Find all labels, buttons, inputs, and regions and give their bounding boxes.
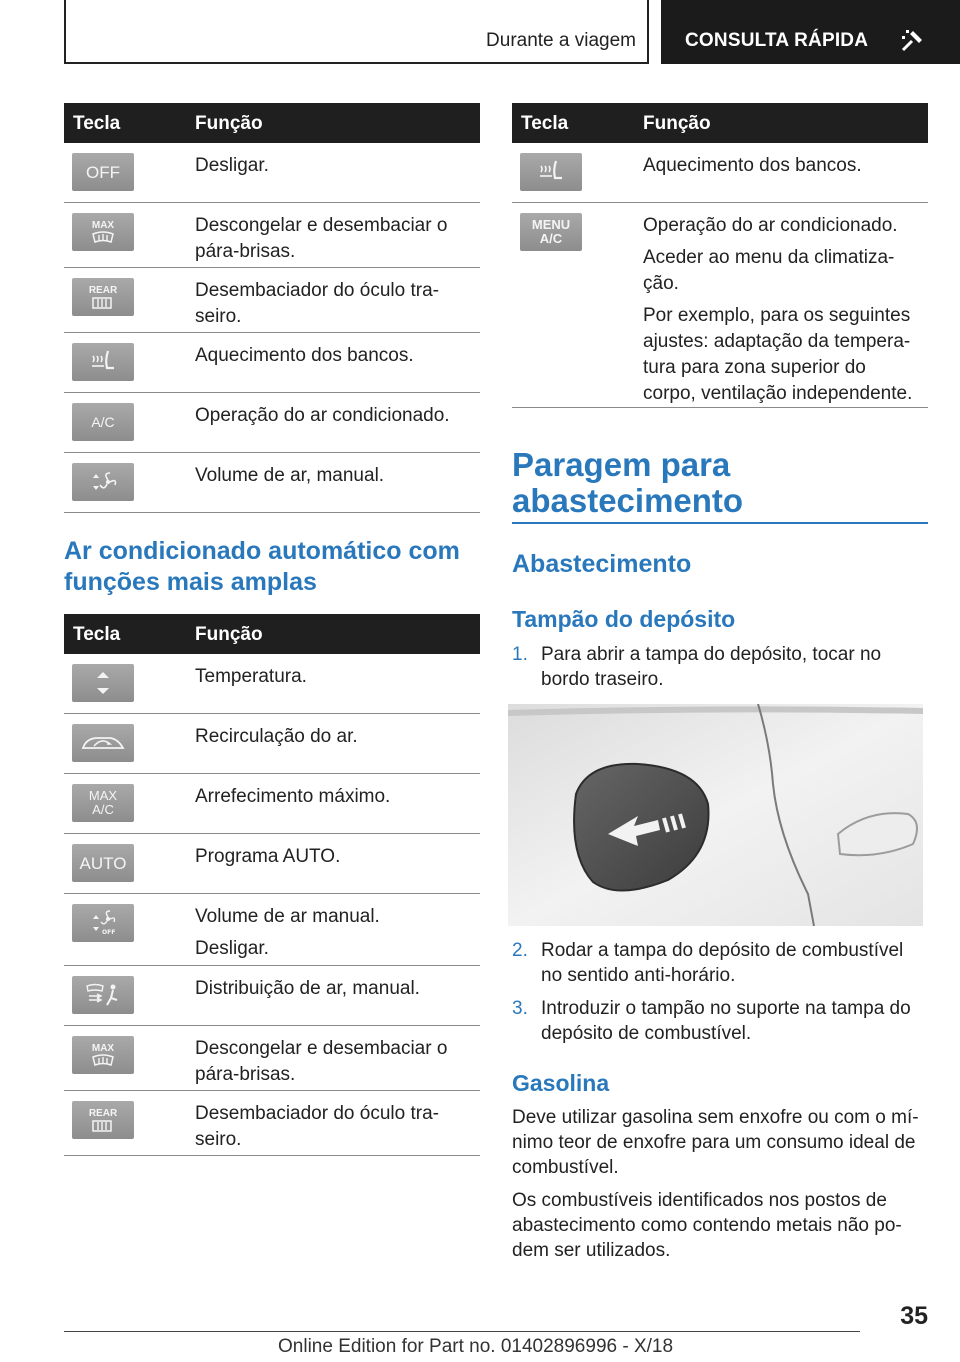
table-row <box>64 203 480 268</box>
table-row <box>64 268 480 333</box>
fuel-flap-photo <box>508 704 923 926</box>
function-text: Descongelar e desembaciar o pára-brisas. <box>195 1038 448 1085</box>
fan-off-key-icon <box>72 904 134 942</box>
table-row <box>512 143 928 203</box>
climate-keys-table-continued <box>512 103 928 408</box>
table-row <box>64 834 480 894</box>
air-distribution-key-icon <box>72 976 134 1014</box>
subsection-title-fuel-cap: Tampão do depósito <box>512 606 736 632</box>
off-key-icon: OFF <box>72 153 134 191</box>
header-section-title: Durante a viagem <box>486 30 636 51</box>
col-function-header: Função <box>643 113 711 134</box>
section-title-auto-ac: Ar condicionado automático com funções mais amplas <box>64 537 460 596</box>
seat-heating-key-icon <box>72 343 134 381</box>
table-row <box>64 453 480 513</box>
table-row <box>64 654 480 714</box>
function-text: Descongelar e desembaciar o pára-brisas. <box>195 215 448 262</box>
table-row <box>64 1026 480 1091</box>
col-key-header: Tecla <box>73 113 121 134</box>
function-text: Operação do ar condicionado. <box>195 405 450 426</box>
table-row <box>64 774 480 834</box>
function-text: Temperatura. <box>195 666 307 687</box>
header-underline <box>64 62 649 64</box>
table-row <box>512 203 928 408</box>
rear-defrost-key-icon: REAR <box>72 1101 134 1139</box>
fan-speed-key-icon <box>72 463 134 501</box>
page-number: 35 <box>900 1302 928 1330</box>
max-defrost-key-icon: MAX <box>72 1036 134 1074</box>
col-key-header: Tecla <box>521 113 569 134</box>
section-title-rule <box>512 522 928 524</box>
function-text: Programa AUTO. <box>195 846 341 867</box>
table-row <box>64 714 480 774</box>
function-text: Aquecimento dos bancos. <box>195 345 414 366</box>
quick-reference-tab[interactable] <box>661 0 960 64</box>
table-header <box>64 614 480 654</box>
temperature-key-icon <box>72 664 134 702</box>
table-row <box>64 966 480 1026</box>
footer-edition: Online Edition for Part no. 01402896996 - X/18 <box>278 1336 674 1357</box>
gasoline-paragraph-2: Os combustíveis identificados nos postos de abastecimento como contendo metais não po-dem ser utilizados. <box>512 1190 902 1261</box>
function-text: Recirculação do ar. <box>195 726 358 747</box>
footer-rule <box>64 1331 860 1332</box>
table-row <box>64 143 480 203</box>
ac-key-icon: A/C <box>72 403 134 441</box>
table-header <box>512 103 928 143</box>
list-item: 3. Introduzir o tampão no suporte na tampa do depósito de combustível. <box>512 998 911 1044</box>
function-text: Arrefecimento máximo. <box>195 786 391 807</box>
col-function-header: Função <box>195 624 263 645</box>
list-item: 2. Rodar a tampa do depósito de combustível no sentido anti-horário. <box>512 940 904 986</box>
subsection-title-refueling: Abastecimento <box>512 550 692 578</box>
col-key-header: Tecla <box>73 624 121 645</box>
auto-key-icon: AUTO <box>72 844 134 882</box>
climate-keys-table-basic <box>64 103 480 513</box>
table-row <box>64 333 480 393</box>
svg-text:OFF: OFF <box>102 929 116 936</box>
function-text: Desembaciador do óculo tra-seiro. <box>195 1103 439 1150</box>
table-row <box>64 393 480 453</box>
function-text: Desembaciador do óculo tra-seiro. <box>195 280 439 327</box>
function-text: Volume de ar manual. Desligar. <box>195 906 380 959</box>
function-text: Operação do ar condicionado. Aceder ao menu da climatiza-ção. Por exemplo, para os seguintes ajustes: adaptação da tempera-tura para zona superior do corpo, ventilação independente. <box>643 215 913 404</box>
function-text: Distribuição de ar, manual. <box>195 978 420 999</box>
max-defrost-key-icon: MAX <box>72 213 134 251</box>
rear-defrost-key-icon: REAR <box>72 278 134 316</box>
function-text: Aquecimento dos bancos. <box>643 155 862 176</box>
climate-keys-table-extended <box>64 614 480 1156</box>
header-border-left <box>64 0 66 64</box>
col-function-header: Função <box>195 113 263 134</box>
header-border-divider <box>647 0 649 64</box>
quick-reference-tab-label: CONSULTA RÁPIDA <box>685 30 869 51</box>
max-ac-key-icon: MAX A/C <box>72 784 134 822</box>
list-item: 1. Para abrir a tampa do depósito, tocar no bordo traseiro. <box>512 644 882 690</box>
table-row <box>64 1091 480 1156</box>
function-text: Volume de ar, manual. <box>195 465 385 486</box>
menu-ac-key-icon: MENU A/C <box>520 213 582 251</box>
subsection-title-gasoline: Gasolina <box>512 1070 610 1096</box>
gasoline-paragraph-1: Deve utilizar gasolina sem enxofre ou com o mí-nimo teor de enxofre para um consumo ideal de combustível. <box>512 1107 919 1178</box>
table-row <box>64 894 480 966</box>
recirculation-key-icon <box>72 724 134 762</box>
table-header <box>64 103 480 143</box>
tool-icon <box>899 28 925 54</box>
section-title-refuel: Paragem para abastecimento <box>512 446 744 519</box>
seat-heating-key-icon <box>520 153 582 191</box>
function-text: Desligar. <box>195 155 269 176</box>
